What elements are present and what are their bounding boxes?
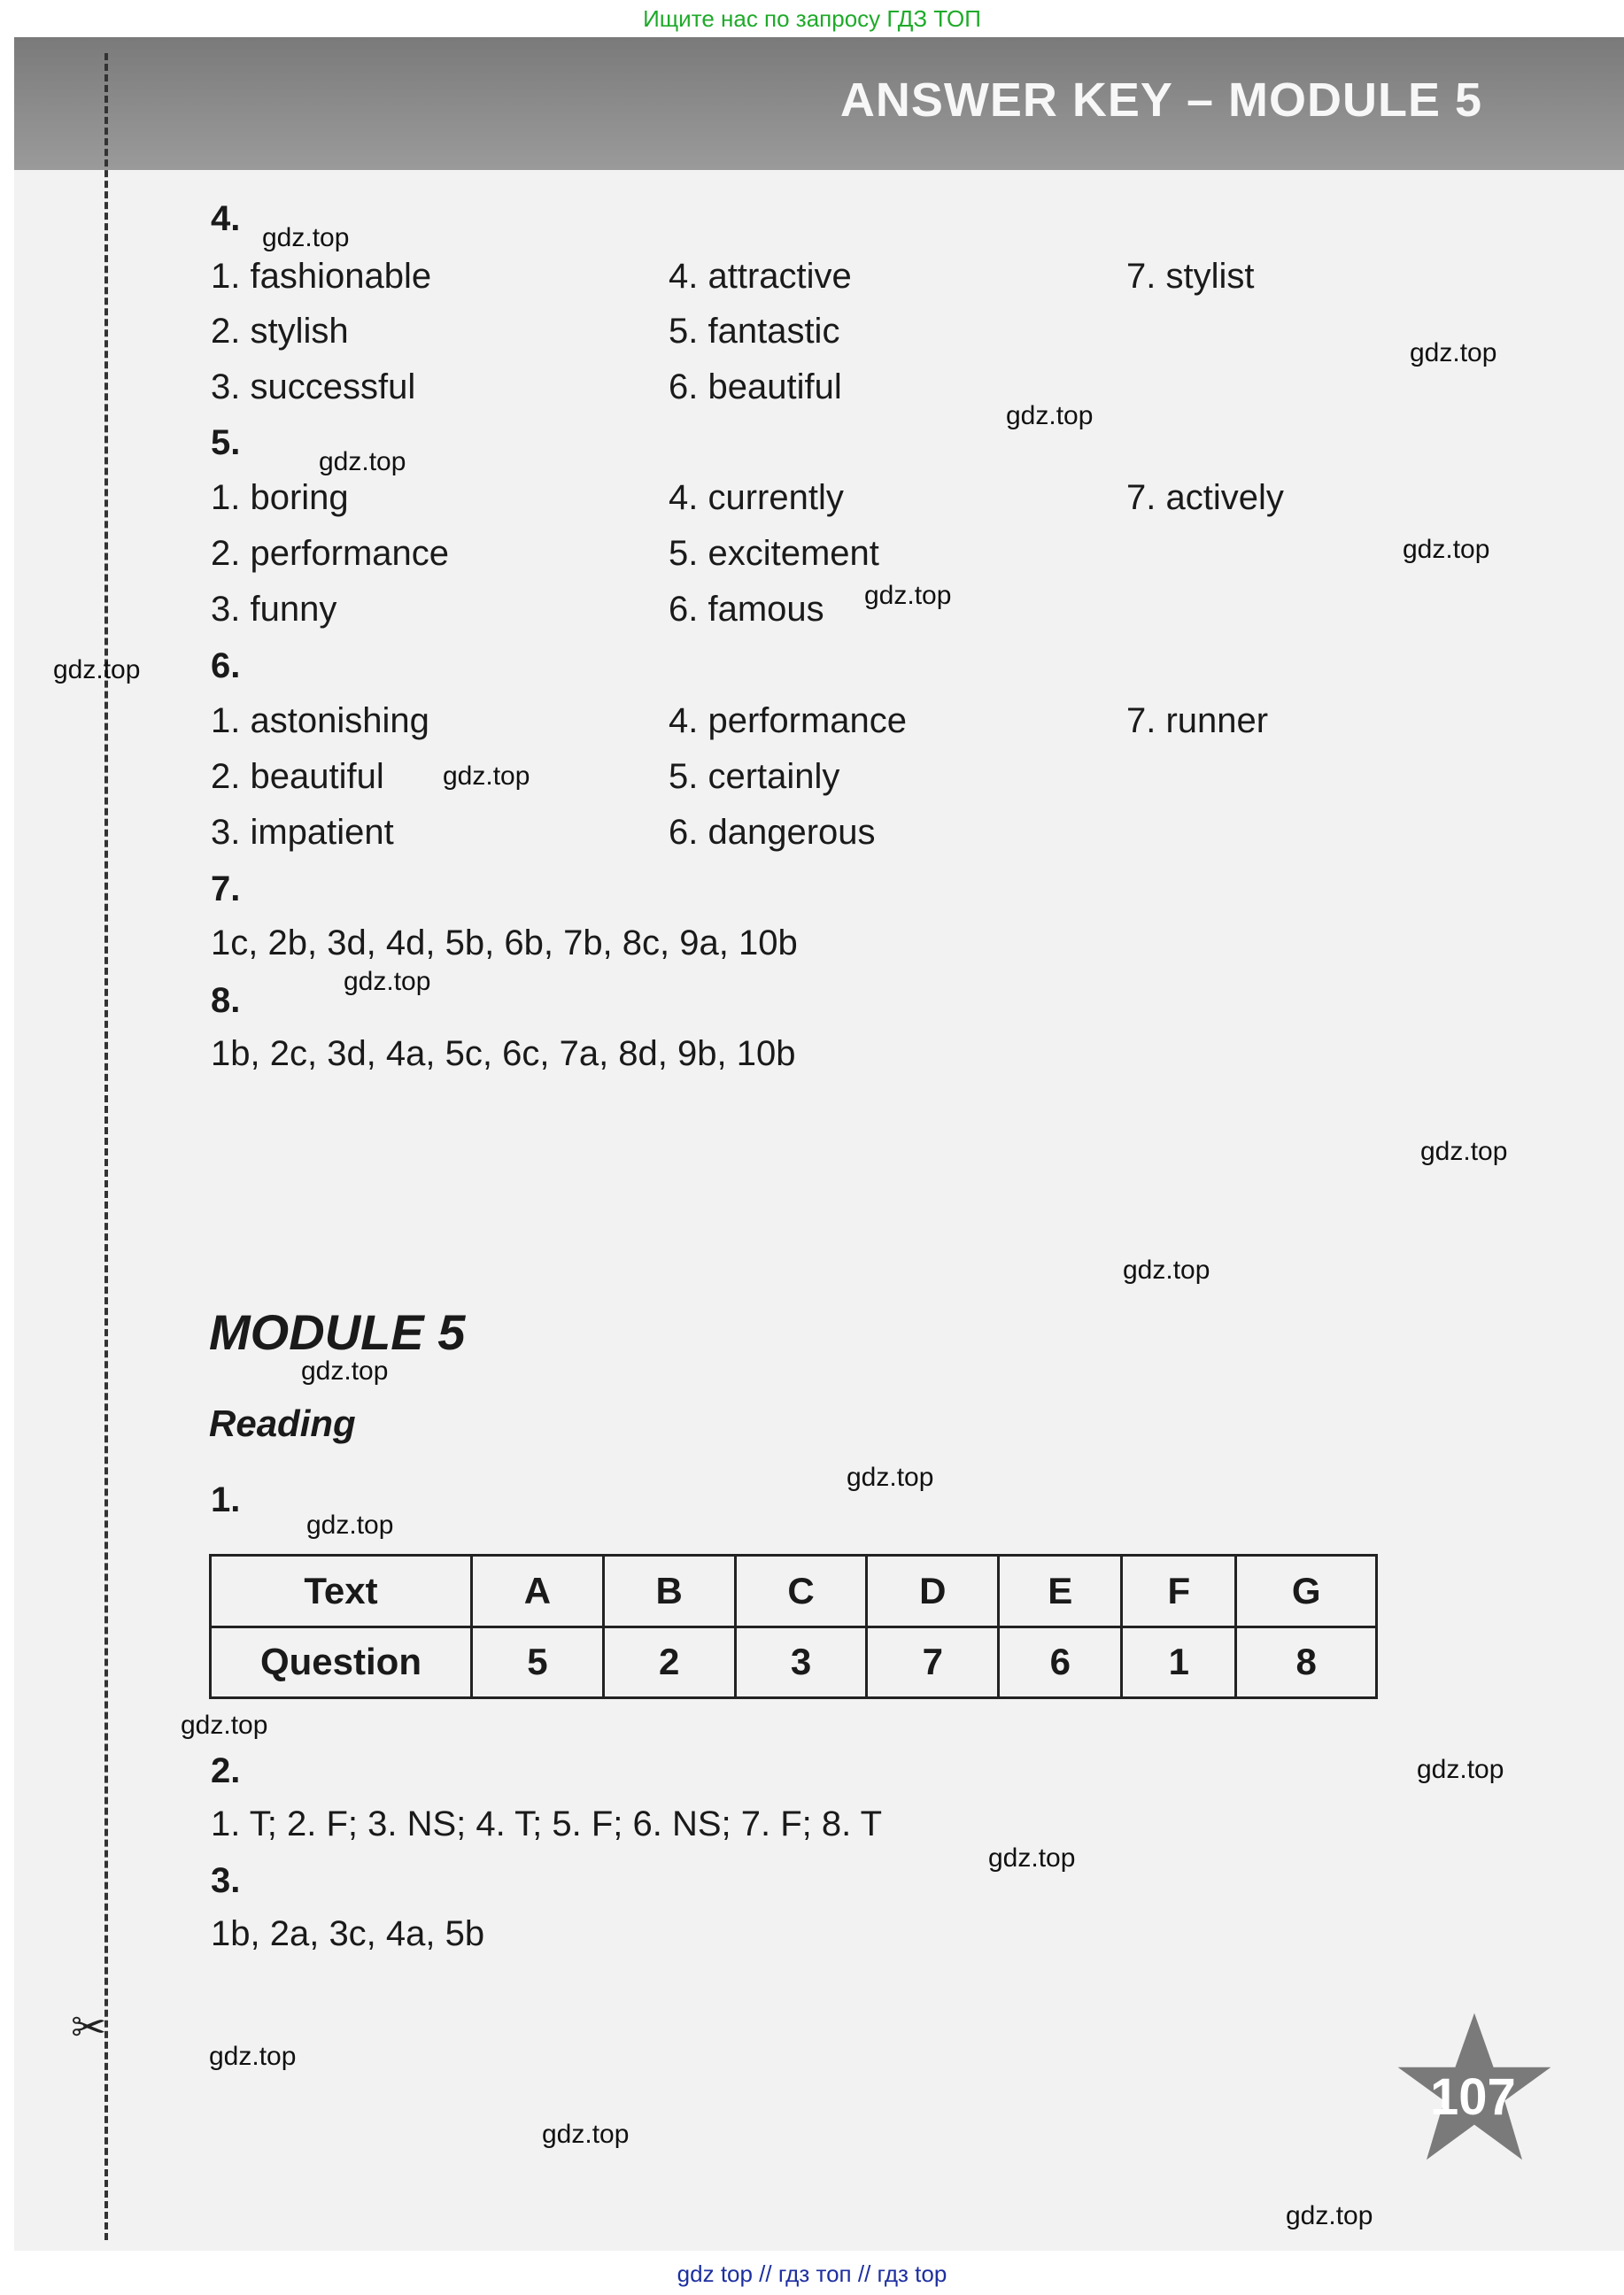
watermark[interactable]: gdz.top <box>1417 1755 1504 1784</box>
page-title: ANSWER KEY – MODULE 5 <box>839 73 1482 127</box>
section-number: 4. <box>211 199 241 238</box>
answer-line: 1b, 2c, 3d, 4a, 5c, 6c, 7a, 8d, 9b, 10b <box>211 1034 796 1073</box>
table-cell: D <box>867 1556 999 1627</box>
page-number: 107 <box>1430 2068 1516 2126</box>
watermark[interactable]: gdz.top <box>847 1463 934 1492</box>
watermark[interactable]: gdz.top <box>1006 401 1094 430</box>
watermark[interactable]: gdz.top <box>1410 338 1497 367</box>
answer-item: 3. impatient <box>211 813 394 852</box>
table-cell: 8 <box>1236 1627 1377 1698</box>
watermark[interactable]: gdz.top <box>1286 2201 1373 2230</box>
table-cell: 5 <box>472 1627 604 1698</box>
watermark[interactable]: gdz.top <box>443 761 530 791</box>
answer-item: 6. beautiful <box>669 367 842 406</box>
table-cell: E <box>999 1556 1122 1627</box>
section-number: 6. <box>211 646 241 685</box>
watermark[interactable]: gdz.top <box>209 2042 297 2071</box>
table-cell: 3 <box>735 1627 867 1698</box>
answer-item: 6. famous <box>669 590 824 629</box>
answer-item: 2. performance <box>211 534 450 573</box>
watermark[interactable]: gdz.top <box>988 1843 1076 1873</box>
answer-line: 1. T; 2. F; 3. NS; 4. T; 5. F; 6. NS; 7. F; 8. T <box>211 1804 883 1843</box>
section-number: 7. <box>211 869 241 908</box>
cut-line <box>104 53 108 2240</box>
watermark[interactable]: gdz.top <box>53 655 141 684</box>
answer-item: 5. fantastic <box>669 312 840 351</box>
answer-item: 1. boring <box>211 478 349 517</box>
answer-item: 4. attractive <box>669 257 852 296</box>
answer-item: 3. funny <box>211 590 337 629</box>
table-cell: B <box>603 1556 735 1627</box>
answer-item: 5. certainly <box>669 757 840 796</box>
watermark[interactable]: gdz.top <box>181 1711 268 1740</box>
answer-item: 7. actively <box>1126 478 1284 517</box>
table-cell: 6 <box>999 1627 1122 1698</box>
watermark[interactable]: gdz.top <box>306 1511 394 1540</box>
answer-item: 7. runner <box>1126 701 1269 740</box>
watermark[interactable]: gdz.top <box>1403 535 1490 564</box>
answer-item: 2. stylish <box>211 312 349 351</box>
answer-item: 5. excitement <box>669 534 879 573</box>
answer-item: 7. stylist <box>1126 257 1255 296</box>
table-cell: G <box>1236 1556 1377 1627</box>
scissors-icon: ✂ <box>71 2005 107 2052</box>
watermark[interactable]: gdz.top <box>542 2120 630 2149</box>
section-number: 8. <box>211 981 241 1020</box>
table-row-header: Text <box>211 1556 472 1627</box>
module-title: MODULE 5 <box>209 1304 466 1360</box>
section-heading-reading: Reading <box>209 1402 356 1444</box>
watermark[interactable]: gdz.top <box>262 223 350 252</box>
watermark[interactable]: gdz.top <box>864 581 952 610</box>
answer-item: 6. dangerous <box>669 813 876 852</box>
section-number: 1. <box>211 1480 241 1519</box>
table-row-header: Question <box>211 1627 472 1698</box>
section-number: 3. <box>211 1861 241 1900</box>
watermark[interactable]: gdz.top <box>319 447 406 476</box>
section-number: 2. <box>211 1751 241 1790</box>
table-cell: 2 <box>603 1627 735 1698</box>
table-row <box>211 1556 1377 1627</box>
table-cell: 7 <box>867 1627 999 1698</box>
answer-item: 4. performance <box>669 701 908 740</box>
answer-item: 3. successful <box>211 367 416 406</box>
watermark[interactable]: gdz.top <box>1123 1256 1210 1285</box>
answer-item: 1. fashionable <box>211 257 432 296</box>
watermark[interactable]: gdz.top <box>344 967 431 996</box>
answer-line: 1c, 2b, 3d, 4d, 5b, 6b, 7b, 8c, 9a, 10b <box>211 923 798 962</box>
watermark[interactable]: gdz.top <box>1420 1137 1508 1166</box>
answer-table <box>209 1554 1378 1699</box>
table-cell: A <box>472 1556 604 1627</box>
answer-line: 1b, 2a, 3c, 4a, 5b <box>211 1914 485 1953</box>
watermark[interactable]: gdz.top <box>301 1356 389 1386</box>
answer-item: 2. beautiful <box>211 757 384 796</box>
top-banner[interactable]: Ищите нас по запросу ГДЗ ТОП <box>643 5 981 32</box>
table-cell: 1 <box>1122 1627 1236 1698</box>
answer-item: 4. currently <box>669 478 844 517</box>
table-cell: F <box>1122 1556 1236 1627</box>
bottom-banner[interactable]: gdz top // гдз топ // гдз top <box>0 2252 1624 2295</box>
section-number: 5. <box>211 423 241 462</box>
answer-item: 1. astonishing <box>211 701 429 740</box>
table-row <box>211 1627 1377 1698</box>
table-cell: C <box>735 1556 867 1627</box>
